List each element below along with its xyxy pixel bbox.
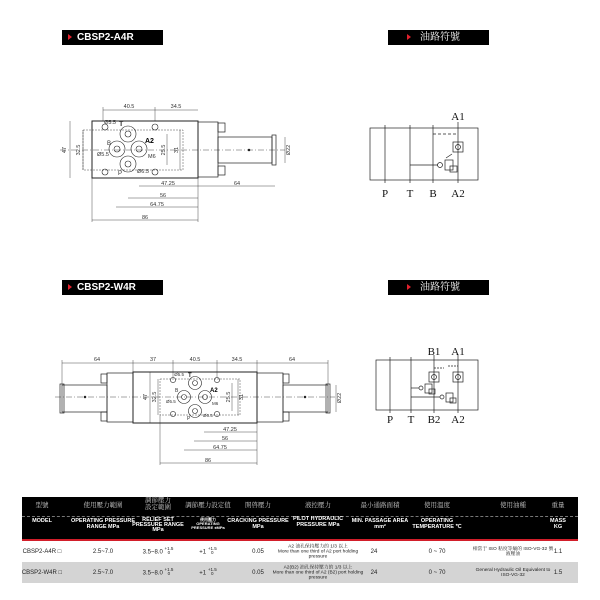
pilot-cn: A2 油孔保持壓力的 1/3 以上 xyxy=(288,543,348,549)
dim-label: 40.5 xyxy=(123,104,135,110)
cell-setting xyxy=(199,547,216,557)
symbol-port-label: A2 xyxy=(451,188,465,200)
table-row xyxy=(22,541,578,562)
cell-op-range: 2.5~7.0 xyxy=(92,548,114,555)
drawing-a4r xyxy=(60,104,292,222)
symbol-port-label: A1 xyxy=(451,111,465,123)
tol-down: 0 xyxy=(167,550,171,556)
header-cn: 使用溫度 xyxy=(424,502,450,509)
port-label-p: P xyxy=(187,416,191,422)
dim-label: 37 xyxy=(149,357,157,363)
header-en: MIN. PASSAGE AREA mm² xyxy=(351,518,409,530)
cell-model: CBSP2-A4R □ xyxy=(22,548,62,555)
cell-oil: 相當于 ISO 粘度等級的 ISO-VG-32 號液壓油 xyxy=(472,546,554,557)
pilot-en: More than one third of A2 port holding pressure xyxy=(277,548,359,560)
dim-label: 34.5 xyxy=(231,357,243,363)
symbol-port-label: P xyxy=(381,188,389,200)
dim-label: 47 xyxy=(143,393,149,401)
tol-down: 0 xyxy=(211,571,214,577)
cell-setting xyxy=(199,568,216,578)
cell-op-range: 2.5~7.0 xyxy=(92,569,114,576)
dim-label: Ø5.5 xyxy=(104,120,116,126)
pilot-cn: A2(B2) 油孔保持壓力的 1/3 以上 xyxy=(283,564,353,570)
symbol-port-label: A1 xyxy=(451,346,465,358)
header-cn: 開啓壓力 xyxy=(245,502,271,509)
header-cn: 最小通路面積 xyxy=(360,502,400,509)
header-en: CRACKING PRESSURE MPa xyxy=(227,518,289,530)
port-label-t: T xyxy=(188,373,192,379)
cell-cracking: 0.05 xyxy=(252,569,264,576)
port-label-b: B xyxy=(175,388,179,394)
dim-label: 86 xyxy=(204,458,212,464)
dim-label: 64.75 xyxy=(150,202,164,208)
dim-label: 64 xyxy=(288,357,296,363)
header-en: 使用壓力 OPERATING PRESSURE ±MPa xyxy=(191,517,225,531)
setting-value: +1 xyxy=(199,570,207,577)
cell-area: 24 xyxy=(370,569,378,576)
symbol-port-label: T xyxy=(406,188,414,200)
dim-label: 64 xyxy=(233,181,241,187)
section-title-text: CBSP2-A4R xyxy=(77,32,134,43)
dim-label: 47 xyxy=(62,146,68,154)
symbol-port-label: B1 xyxy=(427,346,441,358)
header-en: MODEL xyxy=(32,518,52,524)
symbol-port-label: P xyxy=(386,414,394,426)
tol-up: +1.5 xyxy=(207,566,217,572)
tol-down: 0 xyxy=(211,550,214,556)
dim-label: 56 xyxy=(159,193,167,199)
dim-label: 64.75 xyxy=(213,445,227,451)
dim-label: M6 xyxy=(212,401,219,406)
dim-label: Ø5.5 xyxy=(97,152,109,158)
cell-relief xyxy=(143,547,174,557)
dim-label: 34.5 xyxy=(170,104,182,110)
cell-area: 24 xyxy=(370,548,378,555)
dim-label: 47.25 xyxy=(223,427,237,433)
drawing-w4r xyxy=(55,357,343,465)
port-label-b: B xyxy=(107,141,112,147)
header-en: OPERATING TEMPERATURE ℃ xyxy=(412,518,462,530)
relief-value: 3.5~8.0 xyxy=(142,570,163,577)
port-label-a2: A2 xyxy=(145,138,154,145)
pilot-en: More than one third of A2 (B2) port holding pressure xyxy=(272,569,364,581)
symbol-title-text: 油路符號 xyxy=(420,32,460,43)
section-title-text: CBSP2-W4R xyxy=(77,282,136,293)
header-cn: 使用壓力範圍 xyxy=(83,502,123,509)
header-en: PILOT HYDRAULIC PRESSURE MPa xyxy=(292,516,344,528)
dim-label: Ø22 xyxy=(286,144,292,156)
cell-mass: 1.1 xyxy=(553,548,563,555)
dim-label: Ø5.5 xyxy=(174,372,184,377)
setting-value: +1 xyxy=(199,549,207,556)
header-cn: 液控壓力 xyxy=(305,502,331,509)
header-cn: 重量 xyxy=(551,502,565,509)
symbol-port-label: B2 xyxy=(427,414,441,426)
hydraulic-symbol-a4r xyxy=(370,111,478,200)
cell-mass: 1.5 xyxy=(553,569,563,576)
header-cn: 調節壓力 設定範圍 xyxy=(145,497,171,511)
port-label-a2: A2 xyxy=(210,388,218,394)
dim-label: 32.5 xyxy=(152,391,158,403)
relief-value: 3.5~8.0 xyxy=(142,549,163,556)
symbol-title-text: 油路符號 xyxy=(420,282,460,293)
header-cn: 型號 xyxy=(35,502,49,509)
cell-model: CBSP2-W4R □ xyxy=(21,569,63,576)
symbol-port-label: T xyxy=(407,414,415,426)
cell-temp: 0 ~ 70 xyxy=(428,548,446,555)
symbol-port-label: A2 xyxy=(451,414,465,426)
dim-label: 31 xyxy=(174,146,180,154)
cell-pilot xyxy=(271,565,366,580)
dim-label: 47.25 xyxy=(161,181,175,187)
dim-label: 31 xyxy=(239,393,245,401)
header-cn: 調節壓力設定值 xyxy=(185,502,231,509)
cell-oil: General Hydraulic Oil Equivalent to ISO-VG-32 xyxy=(475,567,551,578)
cell-temp: 0 ~ 70 xyxy=(428,569,446,576)
dim-label: 40.5 xyxy=(189,357,201,363)
symbol-port-label: B xyxy=(429,188,437,200)
header-en: OPERATING PRESSURE RANGE MPa xyxy=(70,518,136,530)
dim-label: 25.5 xyxy=(161,144,167,156)
dim-label: 86 xyxy=(141,215,149,221)
port-label-t: T xyxy=(119,121,124,128)
dim-label: Ø6.5 xyxy=(203,413,213,418)
dim-label: M6 xyxy=(148,154,156,160)
cell-cracking: 0.05 xyxy=(252,548,264,555)
table-header xyxy=(22,497,578,541)
tol-down: 0 xyxy=(167,571,171,577)
tol-up: +1.5 xyxy=(164,545,174,551)
header-en: RELIEF SET PRESSURE RANGE MPa xyxy=(132,517,184,533)
port-label-p: P xyxy=(118,171,123,177)
header-en: MASS KG xyxy=(550,518,566,530)
cell-relief xyxy=(143,568,174,578)
dim-label: 32.5 xyxy=(76,144,82,156)
tol-up: +1.5 xyxy=(207,545,217,551)
dim-label: 56 xyxy=(221,436,229,442)
dim-label: Ø6.5 xyxy=(137,169,149,175)
cell-pilot xyxy=(271,544,366,559)
dim-label: Ø5.5 xyxy=(166,399,176,404)
hydraulic-symbol-w4r xyxy=(376,346,478,426)
dim-label: Ø22 xyxy=(337,392,343,404)
dim-label: 64 xyxy=(93,357,101,363)
spec-table xyxy=(22,497,578,583)
tol-up: +1.5 xyxy=(164,566,174,572)
dim-label: 25.5 xyxy=(226,391,232,403)
table-row xyxy=(22,562,578,583)
header-cn: 使用油種 xyxy=(500,502,526,509)
